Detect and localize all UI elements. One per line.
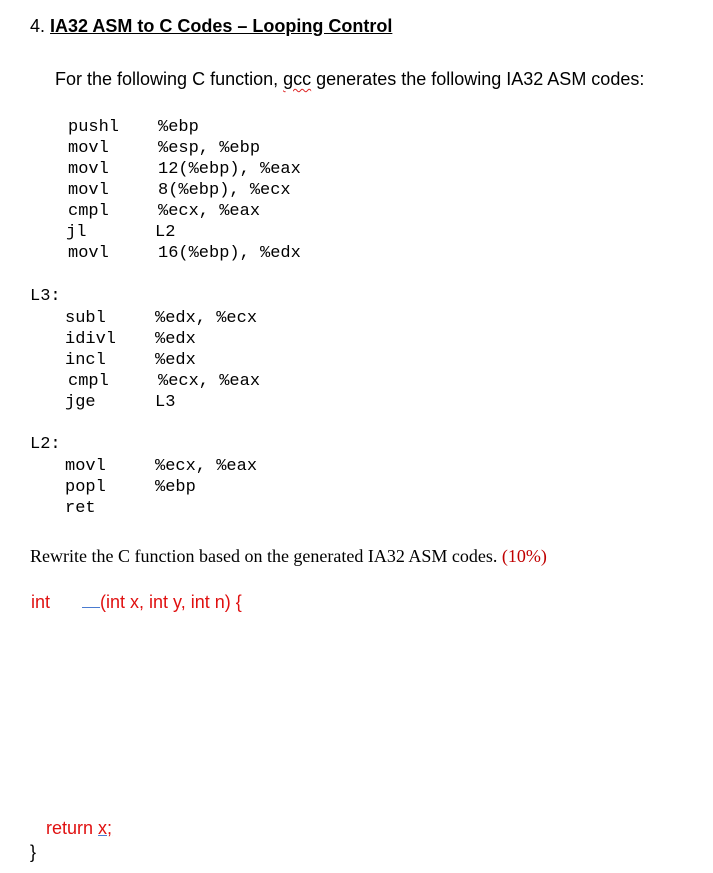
asm-args: %ebp	[155, 478, 196, 497]
question-title: IA32 ASM to C Codes – Looping Control	[50, 16, 393, 36]
question-number: 4.	[30, 16, 46, 36]
question-heading	[30, 16, 392, 37]
intro-after: generates the following IA32 ASM codes:	[311, 69, 645, 89]
asm-args: %ebp	[158, 118, 199, 137]
asm-args: %edx, %ecx	[155, 309, 258, 328]
asm-args: L3	[155, 393, 176, 412]
asm-op: movl	[65, 457, 106, 476]
rewrite-instruction	[30, 546, 547, 567]
label-l3: L3:	[30, 287, 61, 306]
function-signature	[31, 592, 242, 613]
asm-op: movl	[68, 181, 109, 200]
function-name-blank[interactable]	[82, 607, 100, 608]
intro-before: For the following C function,	[55, 69, 284, 89]
return-keyword: return	[46, 818, 99, 838]
asm-op: movl	[68, 244, 109, 263]
asm-op: idivl	[65, 330, 117, 349]
asm-op: cmpl	[68, 202, 109, 221]
asm-op: pushl	[68, 118, 120, 137]
return-statement	[46, 818, 112, 839]
rewrite-text: Rewrite the C function based on the generated IA32 ASM codes.	[30, 546, 502, 566]
intro-gcc: gcc	[283, 69, 312, 89]
asm-args: %ecx, %eax	[158, 372, 261, 391]
asm-op: cmpl	[68, 372, 109, 391]
asm-args: 16(%ebp), %edx	[158, 244, 301, 263]
closing-brace: }	[30, 842, 37, 862]
rewrite-percent: (10%)	[501, 546, 547, 566]
asm-op: incl	[65, 351, 106, 370]
asm-args: %edx	[155, 330, 196, 349]
return-value: x;	[98, 818, 113, 838]
asm-op: ret	[65, 499, 96, 518]
asm-op: movl	[68, 139, 109, 158]
asm-args: %esp, %ebp	[158, 139, 261, 158]
asm-op: movl	[68, 160, 109, 179]
label-l2: L2:	[30, 435, 61, 454]
intro-text	[55, 69, 644, 90]
asm-args: %ecx, %eax	[155, 457, 258, 476]
asm-op: subl	[65, 309, 106, 328]
asm-args: %edx	[155, 351, 196, 370]
asm-args: %ecx, %eax	[158, 202, 261, 221]
asm-op: jge	[65, 393, 96, 412]
return-type: int	[31, 592, 51, 612]
asm-op: popl	[65, 478, 106, 497]
asm-args: 12(%ebp), %eax	[158, 160, 301, 179]
asm-args: 8(%ebp), %ecx	[158, 181, 291, 200]
function-params: (int x, int y, int n) {	[100, 592, 242, 612]
asm-args: L2	[155, 223, 176, 242]
asm-op: jl	[66, 223, 87, 242]
